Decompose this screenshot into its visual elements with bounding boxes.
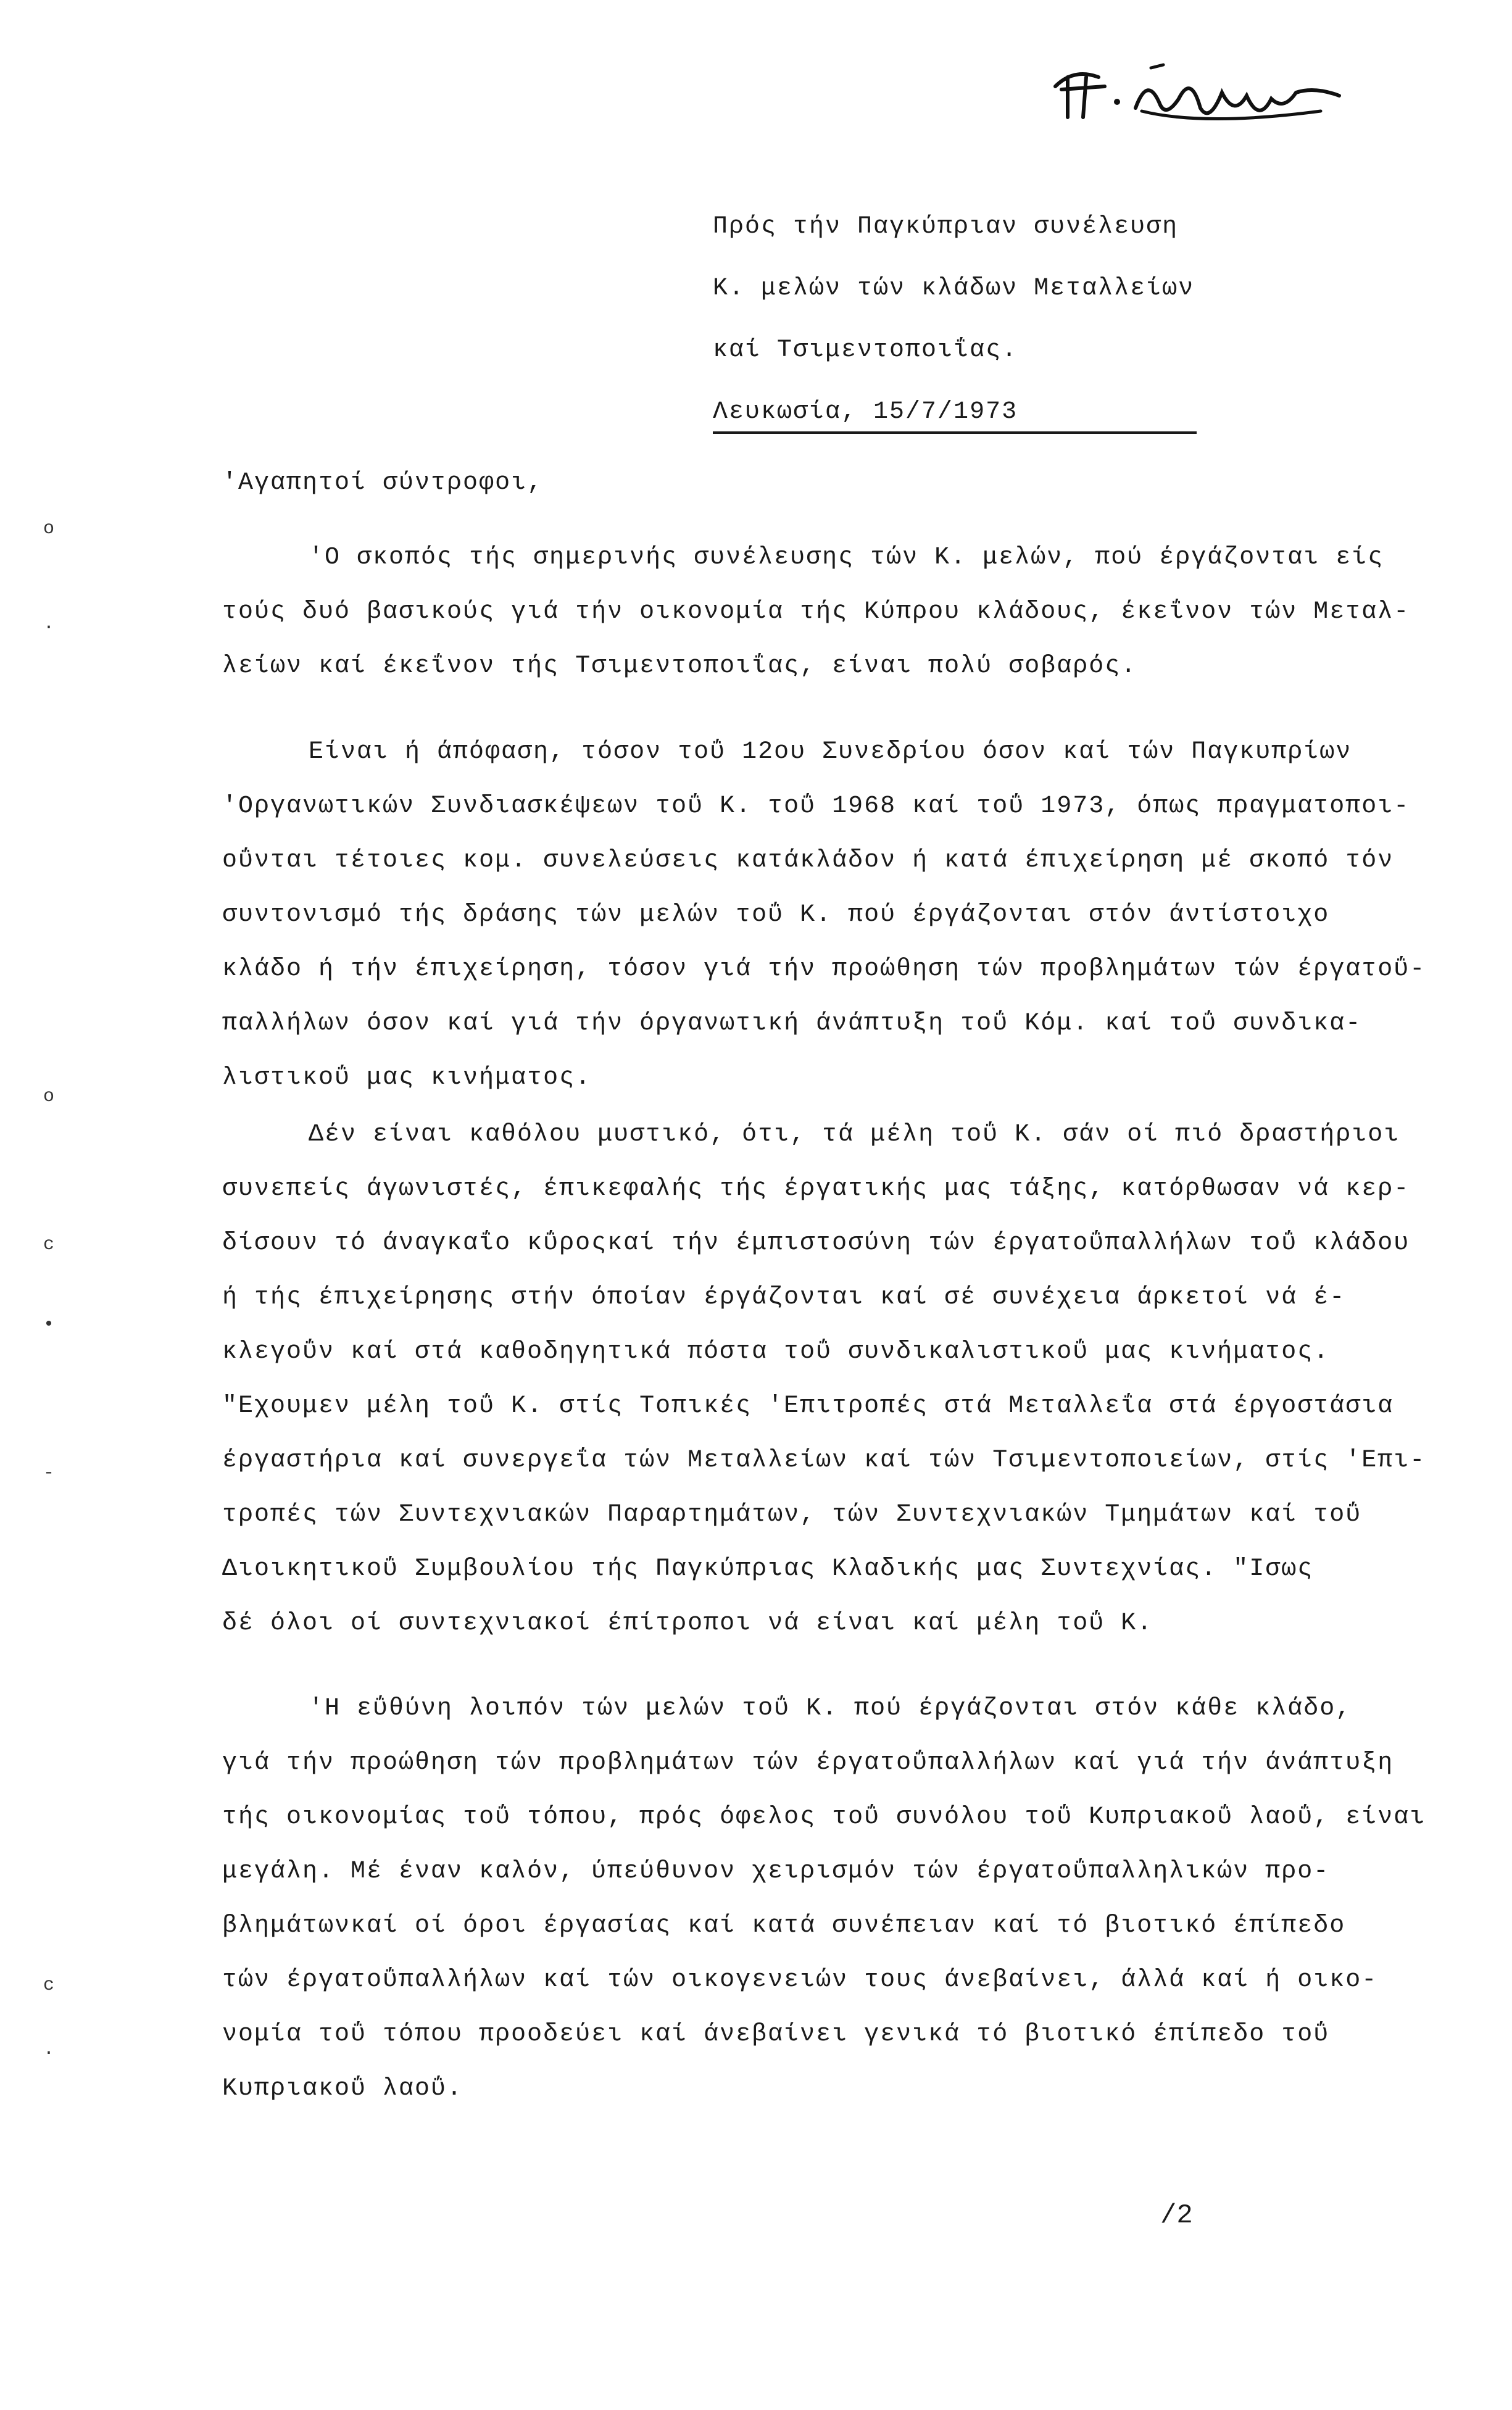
scan-artifact: c <box>43 1975 55 1996</box>
text-line: ή τής έπιχείρησης στήν όποίαν έργάζονται καί σέ συνέχεια άρκετοί νά έ- <box>222 1284 1346 1311</box>
page-number: /2 <box>1160 2200 1193 2231</box>
text-line: Είναι ή άπόφαση, τόσον τοΰ 12ου Συνεδρίου όσον καί τών Παγκυπρίων <box>309 738 1352 766</box>
text-line: οΰνται τέτοιες κομ. συνελεύσεις κατάκλάδον ή κατά έπιχείρηση μέ σκοπό τόν <box>222 847 1394 875</box>
text-line: βλημάτωνκαί οί όροι έργασίας καί κατά συνέπειαν καί τό βιοτικό έπίπεδο <box>222 1912 1346 1940</box>
text-line: Κυπριακοΰ λαοΰ. <box>222 2075 463 2103</box>
text-line: 'Η εΰθύνη λοιπόν τών μελών τοΰ Κ. πού έργάζονται στόν κάθε κλάδο, <box>309 1695 1352 1722</box>
scan-artifact: • <box>43 1315 55 1336</box>
text-line: 'Οργανωτικών Συνδιασκέψεων τοΰ Κ. τοΰ 1968 καί τοΰ 1973, όπως πραγματοποι- <box>222 792 1410 820</box>
text-line: έργαστήρια καί συνεργεΐα τών Μεταλλείων καί τών Τσιμεντοποιείων, στίς 'Επι- <box>222 1447 1426 1474</box>
addressee-block <box>713 196 1197 443</box>
text-line: Δέν είναι καθόλου μυστικό, ότι, τά μέλη τοΰ Κ. σάν οί πιό δραστήριοι <box>309 1121 1400 1149</box>
text-line: νομία τοΰ τόπου προοδεύει καί άνεβαίνει γενικά τό βιοτικό έπίπεδο τοΰ <box>222 2021 1330 2048</box>
scan-artifact: c <box>43 1234 55 1255</box>
addressee-line: καί Τσιμεντοποιΐας. <box>713 336 1018 364</box>
text-line: Διοικητικοΰ Συμβουλίου τής Παγκύπριας Κλαδικής μας Συντεχνίας. "Ισως <box>222 1555 1314 1583</box>
text-line: μεγάλη. Μέ έναν καλόν, ύπεύθυνον χειρισμόν τών έργατοΰπαλληλικών προ- <box>222 1858 1330 1885</box>
scan-artifact: - <box>43 1463 55 1484</box>
text-line: λείων καί έκεΐνον τής Τσιμεντοποιΐας, είναι πολύ σοβαρός. <box>222 652 1137 680</box>
text-line: τούς δυό βασικούς γιά τήν οικονομία τής Κύπρου κλάδους, έκεΐνον τών Μεταλ- <box>222 598 1410 626</box>
paragraph-3 <box>222 1108 1426 1651</box>
text-line: δίσουν τό άναγκαΐο κΰροςκαί τήν έμπιστοσύνη τών έργατοΰπαλλήλων τοΰ κλάδου <box>222 1229 1410 1257</box>
text-line: γιά τήν προώθηση τών προβλημάτων τών έργατοΰπαλλήλων καί γιά τήν άνάπτυξη <box>222 1749 1394 1777</box>
addressee-line: Πρός τήν Παγκύπριαν συνέλευση <box>713 213 1179 241</box>
text-line: συνεπείς άγωνιστές, έπικεφαλής τής έργατικής μας τάξης, κατόρθωσαν νά κερ- <box>222 1175 1410 1203</box>
text-line: κλεγοΰν καί στά καθοδηγητικά πόστα τοΰ συνδικαλιστικοΰ μας κινήματος. <box>222 1338 1330 1366</box>
scan-artifact: o <box>43 518 55 539</box>
paragraph-1 <box>222 531 1410 694</box>
paragraph-2 <box>222 725 1426 1105</box>
addressee-line: Κ. μελών τών κλάδων Μεταλλείων <box>713 275 1195 302</box>
text-line: παλλήλων όσον καί γιά τήν όργανωτική άνάπτυξη τοΰ Κόμ. καί τοΰ συνδικα- <box>222 1010 1362 1037</box>
text-line: λιστικοΰ μας κινήματος. <box>222 1064 592 1092</box>
scan-artifact: · <box>43 2043 55 2064</box>
scan-artifact: · <box>43 617 55 638</box>
text-line: τής οικονομίας τοΰ τόπου, πρός όφελος τοΰ συνόλου τοΰ Κυπριακοΰ λαοΰ, είναι <box>222 1803 1426 1831</box>
text-line: δέ όλοι οί συντεχνιακοί έπίτροποι νά είναι καί μέλη τοΰ Κ. <box>222 1610 1153 1637</box>
text-line: συντονισμό τής δράσης τών μελών τοΰ Κ. πού έργάζονται στόν άντίστοιχο <box>222 901 1330 929</box>
salutation: 'Αγαπητοί σύντροφοι, <box>222 469 544 497</box>
text-line: "Εχουμεν μέλη τοΰ Κ. στίς Τοπικές 'Επιτροπές στά Μεταλλεΐα στά έργοστάσια <box>222 1392 1394 1420</box>
paragraph-4 <box>222 1682 1426 2116</box>
text-line: τών έργατοΰπαλλήλων καί τών οικογενειών τους άνεβαίνει, άλλά καί ή οικο- <box>222 1966 1378 1994</box>
signature-drawing <box>1049 49 1345 136</box>
text-line: 'Ο σκοπός τής σημερινής συνέλευσης τών Κ. μελών, πού έργάζονται είς <box>309 544 1384 571</box>
letter-date: Λευκωσία, 15/7/1973 <box>713 393 1197 434</box>
scan-artifact: o <box>43 1086 55 1107</box>
handwritten-signature <box>1049 49 1345 136</box>
text-line: τροπές τών Συντεχνιακών Παραρτημάτων, τών Συντεχνιακών Τμημάτων καί τοΰ <box>222 1501 1362 1529</box>
text-line: κλάδο ή τήν έπιχείρηση, τόσον γιά τήν προώθηση τών προβλημάτων τών έργατοΰ- <box>222 955 1426 983</box>
